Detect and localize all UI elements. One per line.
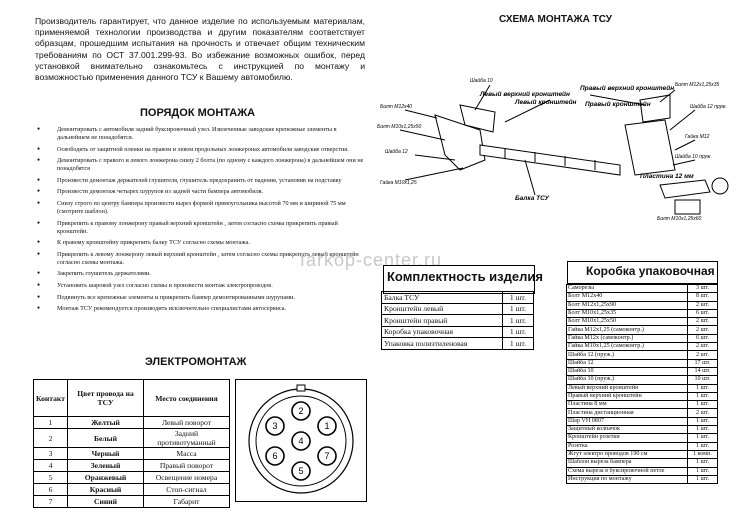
box-qty: 1 шт. (688, 459, 718, 467)
label-washer10-spring: Шайба 10 пруж. (675, 154, 712, 160)
kit-item: Кронштейн правый (382, 315, 503, 327)
table-row (34, 417, 230, 429)
socket-pin (266, 417, 284, 435)
label-nut-m10: Гайка М10х1,25 (380, 180, 417, 186)
wire-color: Оранжевый (68, 472, 144, 484)
box-item: Шар VH 0807 (567, 417, 688, 425)
installation-step: ● Демонтировать с правого и левого лонжерона снизу 2 болта (по одному с каждого лонжерона) в дальнейшем они не понадобятся (35, 157, 370, 173)
contact-number: 5 (34, 472, 68, 484)
kit-title: Комплектность изделия (387, 269, 543, 284)
installation-step: ● Произвести демонтаж держателей глушителя, глушитель предохранить от падения, установив на подставку (35, 177, 370, 185)
box-item: Болт М12х40 (567, 293, 688, 301)
table-row (567, 351, 718, 359)
installation-step: ● Прикрепить к правому лонжерону правый верхний кронштейн , затем согласно схемы прикрепить правый кронштейн. (35, 220, 370, 236)
label-bolt-ball: Болт М10х1,25х60 (657, 216, 702, 222)
box-qty: 1 шт. (688, 417, 718, 425)
contact-number: 1 (34, 417, 68, 429)
box-qty: 6 шт. (688, 309, 718, 317)
wiring-table-header (34, 380, 230, 417)
label-nut-m12: Гайка М12 (685, 134, 710, 140)
box-qty: 2 шт. (688, 301, 718, 309)
table-row (567, 417, 718, 425)
label-washer12: Шайба 12 (385, 149, 408, 155)
svg-text:2: 2 (298, 406, 304, 416)
scheme-title: СХЕМА МОНТАЖА ТСУ (499, 14, 612, 25)
wiring-table (33, 379, 230, 508)
table-row (567, 467, 718, 475)
socket-pinout-frame (235, 379, 367, 502)
box-item: Болт М10х1,25х50 (567, 318, 688, 326)
table-row (567, 309, 718, 317)
connection-place: Габарит (144, 496, 230, 508)
svg-text:1: 1 (324, 421, 330, 431)
label-washer10: Шайба 10 (470, 78, 493, 84)
contact-number: 6 (34, 484, 68, 496)
kit-qty: 1 шт. (503, 338, 534, 350)
box-item: Защитный колпачок (567, 426, 688, 434)
table-row (34, 484, 230, 496)
kit-item: Кронштейн левый (382, 303, 503, 315)
header-wire-color: Цвет провода на ТСУ (68, 380, 144, 417)
table-row (34, 448, 230, 460)
kit-item: Коробка упаковочная (382, 326, 503, 338)
label-left-top-bracket: Левый верхний кронштейн (480, 91, 570, 98)
box-qty: 1 шт. (688, 392, 718, 400)
box-item: Шаблон выреза бампера (567, 459, 688, 467)
box-item: Инструкция по монтажу (567, 475, 688, 483)
box-qty: 1 шт. (688, 401, 718, 409)
installation-step: ● Освободить от защитной пленки на правом и левом продольных лонжеронах автомобиля заводские отверстия. (35, 146, 370, 154)
header-connection: Место соединения (144, 380, 230, 417)
label-bolt-m10: Болт М10х1,25х50 (377, 124, 422, 130)
wire-color: Синий (68, 496, 144, 508)
box-qty: 17 шт. (688, 359, 718, 367)
box-item: Пластина 8 мм (567, 401, 688, 409)
kit-table (381, 291, 534, 350)
box-item: Болт М12х1,25х90 (567, 301, 688, 309)
table-row (382, 315, 534, 327)
table-row (567, 409, 718, 417)
table-row (567, 376, 718, 384)
socket-pin (318, 447, 336, 465)
box-qty: 2 шт. (688, 343, 718, 351)
installation-steps-list (35, 126, 370, 317)
label-bolt-m12b: Болт М12х1,25х35 (675, 82, 720, 88)
box-contents-table (566, 284, 718, 484)
warranty-text: Производитель гарантирует, что данное изделие по используемым материалам, применяемой технологии производства и другим показателям соответствует образцам, прошедшим испытания на прочность и отвечает общим техническим требованиям по ОСТ 37.001.299-93. Во избежание возможных ошибок, перед установкой внимательно ознакомьтесь с инструкцией по монтажу и возможностью применения данного ТСУ к Вашему автомобилю. (35, 16, 365, 83)
table-row (382, 338, 534, 350)
box-item: Болт М10х1,25х35 (567, 309, 688, 317)
socket-pin (292, 402, 310, 420)
wire-color: Красный (68, 484, 144, 496)
table-row (567, 434, 718, 442)
connection-place: Правый поворот (144, 460, 230, 472)
svg-text:3: 3 (272, 421, 278, 431)
label-washer12-spring: Шайба 12 пруж. (690, 104, 727, 110)
wire-color: Зеленый (68, 460, 144, 472)
kit-item: Упаковка полиэтиленовая (382, 338, 503, 350)
box-item: Пластина дистанционная (567, 409, 688, 417)
box-qty: 2 шт. (688, 351, 718, 359)
box-item: Шайба 12 (567, 359, 688, 367)
kit-qty: 1 шт. (503, 326, 534, 338)
table-row (34, 429, 230, 448)
table-row (34, 460, 230, 472)
connection-place: Задний противотуманный (144, 429, 230, 448)
wire-color: Желтый (68, 417, 144, 429)
table-row (567, 343, 718, 351)
contact-number: 4 (34, 460, 68, 472)
table-row (382, 303, 534, 315)
box-item: Левый верхний кронштейн (567, 384, 688, 392)
box-item: Правый верхний кронштейн (567, 392, 688, 400)
header-contact: Контакт (34, 380, 68, 417)
table-row (567, 459, 718, 467)
installation-step: ● К правому кронштейну прикрепить балку ТСУ согласно схемы монтажа. (35, 239, 370, 247)
box-qty: 1 шт. (688, 475, 718, 483)
table-row (567, 392, 718, 400)
box-qty: 1 шт. (688, 384, 718, 392)
installation-step: ● Закрепить глушитель держателями. (35, 270, 370, 278)
installation-step: ● Монтаж ТСУ рекомендуется производить исключительно специалистами автосервиса. (35, 305, 370, 313)
contact-number: 7 (34, 496, 68, 508)
box-qty: 2 шт. (688, 318, 718, 326)
installation-step: ● Подвинуть все крепежные элементы и прикрепить бампер демонтированными шурупами. (35, 294, 370, 302)
table-row (382, 292, 534, 304)
electrical-title: ЭЛЕКТРОМОНТАЖ (145, 356, 247, 368)
socket-pinout-diagram (236, 380, 366, 501)
connection-place: Стоп-сигнал (144, 484, 230, 496)
installation-step: ● Снизу строго по центру бампера произвести вырез формой прямоугольника высотой 70 мм и шириной 75 мм (смотрите шаблон). (35, 200, 370, 216)
box-qty: 1 шт. (688, 434, 718, 442)
svg-text:4: 4 (298, 436, 304, 446)
label-bolt-m12: Болт М12х40 (380, 104, 413, 110)
kit-item: Балка ТСУ (382, 292, 503, 304)
box-qty: 1 шт. (688, 467, 718, 475)
box-qty: 8 шт. (688, 293, 718, 301)
box-qty: 1 комп. (688, 450, 718, 458)
installation-step: ● Прикрепить к левому лонжерону левый верхний кронштейн , затем согласно схемы прикрепить левый кронштейн согласно схемы монтажа. (35, 251, 370, 267)
box-qty: 3 шт. (688, 285, 718, 293)
label-right-top-bracket: Правый верхний кронштейн (580, 85, 675, 92)
label-right-bracket: Правый кронштейн (585, 101, 651, 108)
table-row (34, 496, 230, 508)
box-qty: 10 шт. (688, 376, 718, 384)
table-row (567, 334, 718, 342)
wire-color: Черный (68, 448, 144, 460)
connection-place: Освещение номера (144, 472, 230, 484)
table-row (567, 384, 718, 392)
table-row (567, 442, 718, 450)
contact-number: 3 (34, 448, 68, 460)
table-row (567, 359, 718, 367)
installation-step: ● Демонтировать с автомобиля задний буксировочный узел. Извлеченные заводские крепежные элементы в дальнейшем не понадобятся. (35, 126, 370, 142)
box-item: Гайка М12х (самоконтр.) (567, 334, 688, 342)
box-item: Шайба 10 (пруж.) (567, 376, 688, 384)
label-left-bracket: Левый кронштейн (515, 99, 577, 106)
wire-color: Белый (68, 429, 144, 448)
box-item: Гайка М12х1,25 (самоконтр.) (567, 326, 688, 334)
box-title: Коробка упаковочная (586, 264, 715, 278)
table-row (567, 326, 718, 334)
kit-qty: 1 шт. (503, 292, 534, 304)
box-item: Шайба 10 (567, 367, 688, 375)
table-row (567, 401, 718, 409)
label-beam: Балка ТСУ (515, 195, 549, 202)
table-row (567, 426, 718, 434)
label-plate: Пластина 12 мм (640, 173, 694, 180)
kit-qty: 1 шт. (503, 303, 534, 315)
box-item: Шайба 12 (пруж.) (567, 351, 688, 359)
table-row (567, 293, 718, 301)
box-qty: 14 шт. (688, 367, 718, 375)
box-item: Саморезы (567, 285, 688, 293)
svg-text:5: 5 (298, 466, 304, 476)
box-item: Кронштейн розетки (567, 434, 688, 442)
box-qty: 2 шт. (688, 326, 718, 334)
connection-place: Левый поворот (144, 417, 230, 429)
socket-pin (292, 432, 310, 450)
table-row (34, 472, 230, 484)
svg-text:6: 6 (272, 451, 278, 461)
box-qty: 1 шт. (688, 442, 718, 450)
box-qty: 6 шт. (688, 334, 718, 342)
connection-place: Масса (144, 448, 230, 460)
box-item: Схема выреза в буксировочной петле (567, 467, 688, 475)
socket-pin (318, 417, 336, 435)
mounting-scheme-diagram (375, 60, 740, 225)
installation-step: ● Произвести демонтаж четырех шурупов из задней части бампера автомобиля. (35, 188, 370, 196)
box-qty: 1 шт. (688, 426, 718, 434)
table-row (567, 367, 718, 375)
box-item: Гайка М10х1,25 (самоконтр.) (567, 343, 688, 351)
table-row (567, 318, 718, 326)
table-row (567, 285, 718, 293)
table-row (382, 326, 534, 338)
installation-order-title: ПОРЯДОК МОНТАЖА (140, 107, 256, 119)
kit-qty: 1 шт. (503, 315, 534, 327)
svg-text:7: 7 (324, 451, 330, 461)
table-row (567, 450, 718, 458)
contact-number: 2 (34, 429, 68, 448)
socket-pin (266, 447, 284, 465)
installation-step: ● Установить шаровой узел согласно схемы и произвести монтаж электропроводов. (35, 282, 370, 290)
table-row (567, 301, 718, 309)
box-item: Жгут электро проводов 190 см (567, 450, 688, 458)
watermark: farkop-center.ru (300, 250, 443, 270)
table-row (567, 475, 718, 483)
box-item: Розетка (567, 442, 688, 450)
box-qty: 2 шт. (688, 409, 718, 417)
socket-pin (292, 462, 310, 480)
